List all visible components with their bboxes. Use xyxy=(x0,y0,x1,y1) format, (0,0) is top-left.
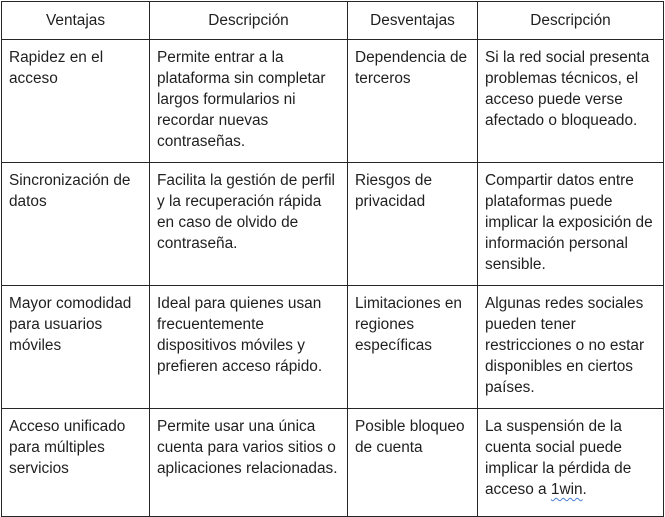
ventaja-description-cell: Permite usar una única cuenta para varios sitios o aplicaciones relacionadas. xyxy=(150,409,348,517)
table-body xyxy=(2,40,664,517)
ventaja-cell: Rapidez en el acceso xyxy=(2,40,150,163)
table-row xyxy=(2,163,664,286)
header-row xyxy=(2,2,664,40)
ventaja-description-cell: Ideal para quienes usan frecuentemente dispositivos móviles y prefieren acceso rápido. xyxy=(150,286,348,409)
brand-name: 1win xyxy=(550,481,583,498)
description-end: . xyxy=(582,481,587,498)
desventaja-description-cell: Si la red social presenta problemas técnicos, el acceso puede verse afectado o bloqueado. xyxy=(478,40,664,163)
header-desventajas: Desventajas xyxy=(348,2,478,40)
desventaja-description-cell: Compartir datos entre plataformas puede implicar la exposición de información personal sensible. xyxy=(478,163,664,286)
ventaja-cell: Mayor comodidad para usuarios móviles xyxy=(2,286,150,409)
desventaja-cell: Riesgos de privacidad xyxy=(348,163,478,286)
table-header xyxy=(2,2,664,40)
desventaja-cell: Dependencia de terceros xyxy=(348,40,478,163)
ventaja-description-cell: Permite entrar a la plataforma sin completar largos formularios ni recordar nuevas contraseñas. xyxy=(150,40,348,163)
desventaja-cell: Posible bloqueo de cuenta xyxy=(348,409,478,517)
ventaja-cell: Sincronización de datos xyxy=(2,163,150,286)
table-row xyxy=(2,286,664,409)
comparison-table xyxy=(1,1,664,517)
desventaja-description-cell xyxy=(478,409,664,517)
header-ventajas: Ventajas xyxy=(2,2,150,40)
header-descripcion-desventajas: Descripción xyxy=(478,2,664,40)
desventaja-description-cell: Algunas redes sociales pueden tener restricciones o no estar disponibles en ciertos países. xyxy=(478,286,664,409)
ventaja-cell: Acceso unificado para múltiples servicios xyxy=(2,409,150,517)
table-row xyxy=(2,40,664,163)
header-descripcion-ventajas: Descripción xyxy=(150,2,348,40)
ventaja-description-cell: Facilita la gestión de perfil y la recuperación rápida en caso de olvido de contraseña. xyxy=(150,163,348,286)
table-row xyxy=(2,409,664,517)
desventaja-cell: Limitaciones en regiones específicas xyxy=(348,286,478,409)
description-text: La suspensión de la cuenta social puede implicar la pérdida de acceso a xyxy=(485,418,632,498)
